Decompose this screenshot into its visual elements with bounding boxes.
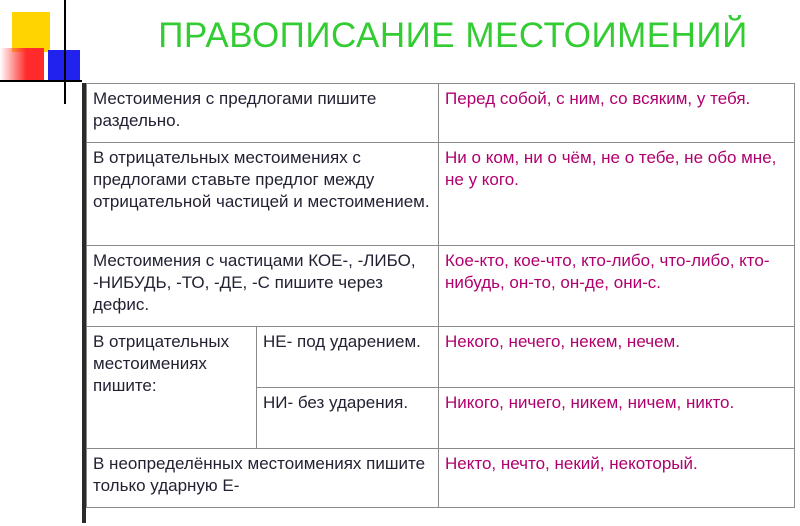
table-row [87, 143, 795, 246]
rule-cell: Местоимения с предлогами пишите раздельно. [87, 84, 439, 143]
rule-cell: В неопределённых местоимениях пишите только ударную Е- [87, 449, 439, 508]
rule-cell: Местоимения с частицами КОЕ-, -ЛИБО, -НИБУДЬ, -ТО, -ДЕ, -С пишите через дефис. [87, 246, 439, 327]
table-row [87, 327, 795, 388]
rule-cell: В отрицательных местоимениях пишите: [87, 327, 257, 449]
table-row [87, 84, 795, 143]
page-title: ПРАВОПИСАНИЕ МЕСТОИМЕНИЙ [158, 16, 748, 55]
example-cell: Некого, нечего, некем, нечем. [439, 327, 795, 388]
example-cell: Некто, нечто, некий, некоторый. [439, 449, 795, 508]
yellow-square [12, 12, 50, 52]
example-cell: Перед собой, с ним, со всяким, у тебя. [439, 84, 795, 143]
table-row [87, 449, 795, 508]
condition-cell: НЕ- под ударением. [257, 327, 439, 388]
condition-cell: НИ- без ударения. [257, 388, 439, 449]
example-cell: Никого, ничего, никем, ничем, никто. [439, 388, 795, 449]
red-square [0, 48, 44, 82]
table-row [87, 246, 795, 327]
rule-cell: В отрицательных местоимениях с предлогами ставьте предлог между отрицательной частицей и местоимением. [87, 143, 439, 246]
example-cell: Кое-кто, кое-что, кто-либо, что-либо, кто-нибудь, он-то, он-де, они-с. [439, 246, 795, 327]
example-cell: Ни о ком, ни о чём, не о тебе, не обо мне, не у кого. [439, 143, 795, 246]
horizontal-line [0, 80, 82, 82]
vertical-line [64, 0, 66, 104]
rules-table [86, 83, 795, 508]
